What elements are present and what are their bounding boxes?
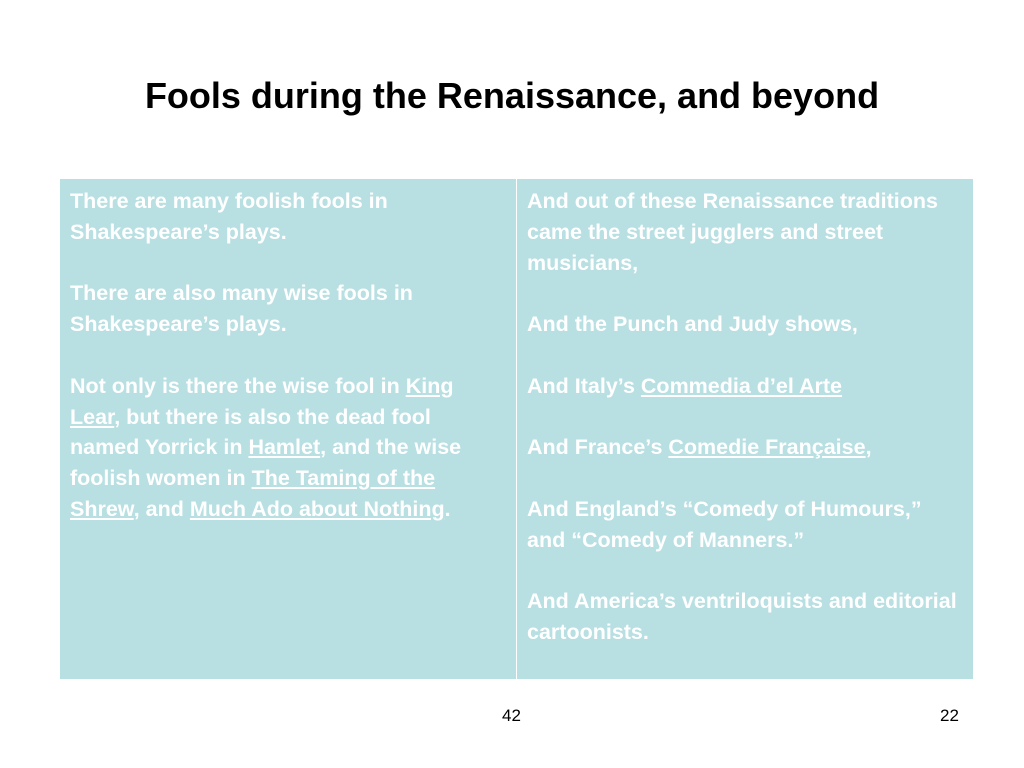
right-paragraph-5: And England’s “Comedy of Humours,” and “Comedy of Manners.” (527, 496, 922, 552)
link-much-ado-about-nothing[interactable]: Much Ado about Nothing (189, 496, 445, 521)
text-segment: , and (133, 496, 190, 521)
slide-title: Fools during the Renaissance, and beyond (144, 75, 880, 116)
left-paragraph-2: There are also many wise fools in Shakespeare’s plays. (70, 281, 413, 337)
link-hamlet[interactable]: Hamlet (248, 435, 321, 460)
text-segment: , but there is also the dead fool named Yorrick in (70, 404, 431, 460)
left-paragraph-1: There are many foolish fools in Shakespeare’s plays. (70, 189, 388, 244)
right-paragraph-6: And America’s ventriloquists and editorial cartoonists. (527, 589, 957, 645)
text-segment: , and the wise foolish women in (70, 435, 462, 491)
text-segment: And France’s (527, 435, 669, 460)
right-column (517, 179, 973, 679)
slide-number-right: 22 (940, 706, 959, 725)
link-commedia-del-arte[interactable]: Commedia d’el Arte (640, 373, 843, 398)
text-segment: , (865, 435, 872, 460)
text-segment: And Italy’s (527, 373, 641, 398)
text-segment: Not only is there the wise fool in (70, 373, 406, 398)
text-segment: . (444, 496, 451, 521)
left-paragraph-3 (70, 371, 506, 525)
right-paragraph-3 (527, 371, 963, 402)
left-column (60, 179, 517, 679)
right-paragraph-2: And the Punch and Judy shows, (527, 312, 858, 337)
right-paragraph-4 (527, 432, 963, 463)
right-paragraph-1: And out of these Renaissance traditions came the street jugglers and street musicians, (527, 189, 938, 275)
slide-number-center: 42 (502, 706, 521, 725)
link-comedie-francaise[interactable]: Comedie Française (668, 435, 866, 460)
link-king-lear[interactable]: King Lear (70, 373, 454, 429)
link-taming-of-the-shrew[interactable]: The Taming of the Shrew (70, 466, 436, 521)
content-table (60, 179, 973, 679)
